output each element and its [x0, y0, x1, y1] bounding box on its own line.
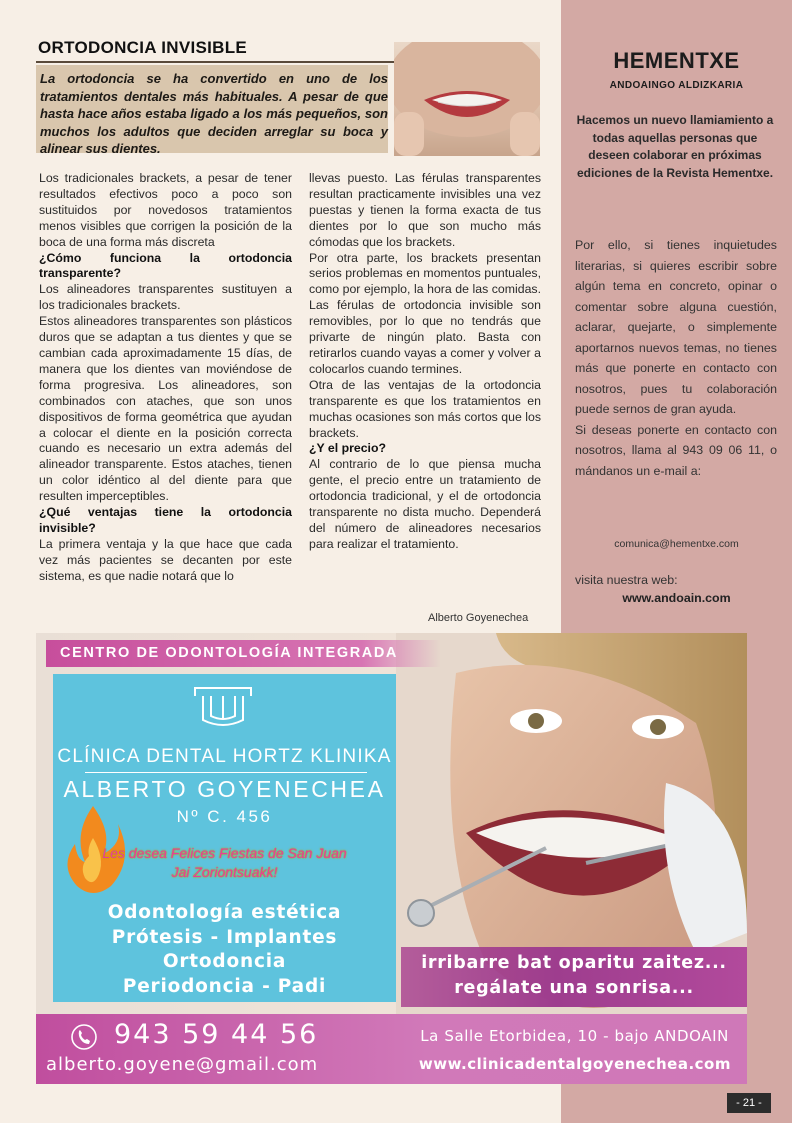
clinic-logo-icon [193, 686, 253, 730]
service-item: Periodoncia - Padi [122, 975, 327, 997]
paragraph: Los alineadores transparentes sustituyen a los tradicionales brackets. [39, 282, 292, 313]
sidebar-web-link[interactable]: www.andoain.com [622, 591, 731, 605]
phone-icon [71, 1024, 97, 1050]
contact-bar [36, 1014, 747, 1084]
paragraph: Al contrario de lo que piensa mucha gente, el precio entre un tratamiento de ortodoncia tradicional, y el de ortodoncia transparente no dista mucho. Dependerá del número de alineadores necesarios para realizar el tratamiento. [309, 457, 541, 551]
clinic-email[interactable]: alberto.goyene@gmail.com [46, 1054, 319, 1075]
subheading: ¿Cómo funciona la ortodoncia transparente? [39, 250, 292, 281]
paragraph: llevas puesto. Las férulas transparentes resultan practicamente invisibles una vez puestas y tienen la forma exacta de tus dientes por lo que son mucho más cómodas que los brackets. [309, 171, 541, 249]
clinic-phone[interactable]: 943 59 44 56 [114, 1019, 319, 1050]
sidebar-intro: Hacemos un nuevo llamiamiento a todas aquellas personas que deseen colaborar en próximas ediciones de la Revista Hementxe. [576, 113, 774, 180]
clinic-registration: Nº C. 456 [176, 807, 273, 826]
sidebar-body [575, 235, 777, 481]
article-lead-box [36, 65, 388, 156]
clinic-divider [85, 772, 367, 773]
title-divider [36, 61, 394, 63]
clinic-advert [36, 633, 747, 1084]
clinic-info-panel [53, 674, 396, 1002]
sidebar-title: HEMENTXE [613, 48, 740, 73]
clinic-name: CLÍNICA DENTAL HORTZ KLINIKA [57, 746, 392, 767]
paragraph: Estos alineadores transparentes son plásticos duros que se adaptan a tus dientes y que se cambian cada aproximadamente 15 días, de manera que los dientes van moviéndose de forma progresiva. Los alineadores, son combinados con ataches, que son unos dispositivos de forma geométrica que ayudan a colocar el diente en la posición correcta cuando es necesario un extra además del alineador transparente. Estos ataches, tienen un color idéntico al del diente para que resulten imperceptibles. [39, 314, 292, 504]
article-column-1 [39, 171, 292, 585]
article-title: ORTODONCIA INVISIBLE [38, 38, 248, 57]
article-column-2 [309, 171, 541, 553]
advert-banner [46, 640, 441, 667]
article-lead: La ortodoncia se ha convertido en uno de los tratamientos dentales más habituales. A pesar de que hasta hace años estaba ligado a los más pequeños, son muchos los adultos que deciden arreglar su boca y alinear sus dientes. [40, 71, 388, 156]
subheading: ¿Qué ventajas tiene la ortodoncia invisible? [39, 505, 292, 535]
clinic-owner: ALBERTO GOYENECHEA [63, 776, 386, 802]
paragraph: Por ello, si tienes inquietudes literarias, si quieres escribir sobre algún tema en concreto, opinar o comentar sobre alguna cuestión, aclarar, quejarte, o simplemente aportarnos nuevos temas, no tienes más que ponerte en contacto con nosotros, pues tu colaboración puede sernos de gran ayuda. [575, 238, 777, 416]
sidebar-web-label: visita nuestra web: [575, 573, 678, 587]
festival-greeting [53, 844, 396, 882]
greeting-line: Jai Zoriontsuakk! [171, 864, 278, 880]
slogan-spanish: regálate una sonrisa... [454, 978, 694, 998]
services-list [53, 901, 396, 999]
service-item: Odontología estética [107, 902, 342, 923]
paragraph: Si deseas ponerte en contacto con nosotros, llama al 943 09 06 11, o mándanos un e-mail a: [575, 422, 777, 478]
service-item: Prótesis - Implantes [111, 926, 338, 948]
clinic-address: La Salle Etorbidea, 10 - bajo ANDOAIN [420, 1027, 729, 1045]
slogan-basque: irribarre bat oparitu zaitez... [421, 953, 727, 973]
paragraph: Por otra parte, los brackets presentan serios problemas en momentos puntuales, como por ejemplo, la hora de las comidas. Las férulas de ortodoncia invisible son removibles, por lo que no tendrás que privarte de ningún plato. Basta con retirarlos cuando vayas a comer y volver a colocarlos cuando termines. [309, 250, 541, 376]
clinic-website[interactable]: www.clinicadentalgoyenechea.com [418, 1055, 731, 1073]
sidebar-email-link[interactable]: comunica@hementxe.com [614, 538, 739, 550]
sidebar-subtitle: ANDOAINGO ALDIZKARIA [609, 80, 744, 91]
advert-banner-text: CENTRO DE ODONTOLOGÍA INTEGRADA [60, 645, 398, 661]
paragraph: La primera ventaja y la que hace que cada vez más pacientes se decanten por este sistema, es que nadie notará que lo [39, 536, 292, 583]
article-author: Alberto Goyenechea [428, 612, 529, 624]
aligner-photo [394, 42, 540, 156]
paragraph: Los tradicionales brackets, a pesar de tener resultados efectivos poco a poco son sustituidos por novedosos tratamientos menos visibles que corrigen la posición de la boca de una forma más discreta [39, 171, 292, 249]
page-number: - 21 - [727, 1093, 771, 1113]
subheading: ¿Y el precio? [309, 441, 386, 456]
service-item: Ortodoncia [162, 951, 287, 972]
slogan-bar [401, 947, 747, 1007]
greeting-line: Les desea Felices Fiestas de San Juan [102, 845, 347, 861]
paragraph: Otra de las ventajas de la ortodoncia transparente es que los tratamientos en muchas ocasiones son más cortos que los brackets. [309, 377, 541, 440]
